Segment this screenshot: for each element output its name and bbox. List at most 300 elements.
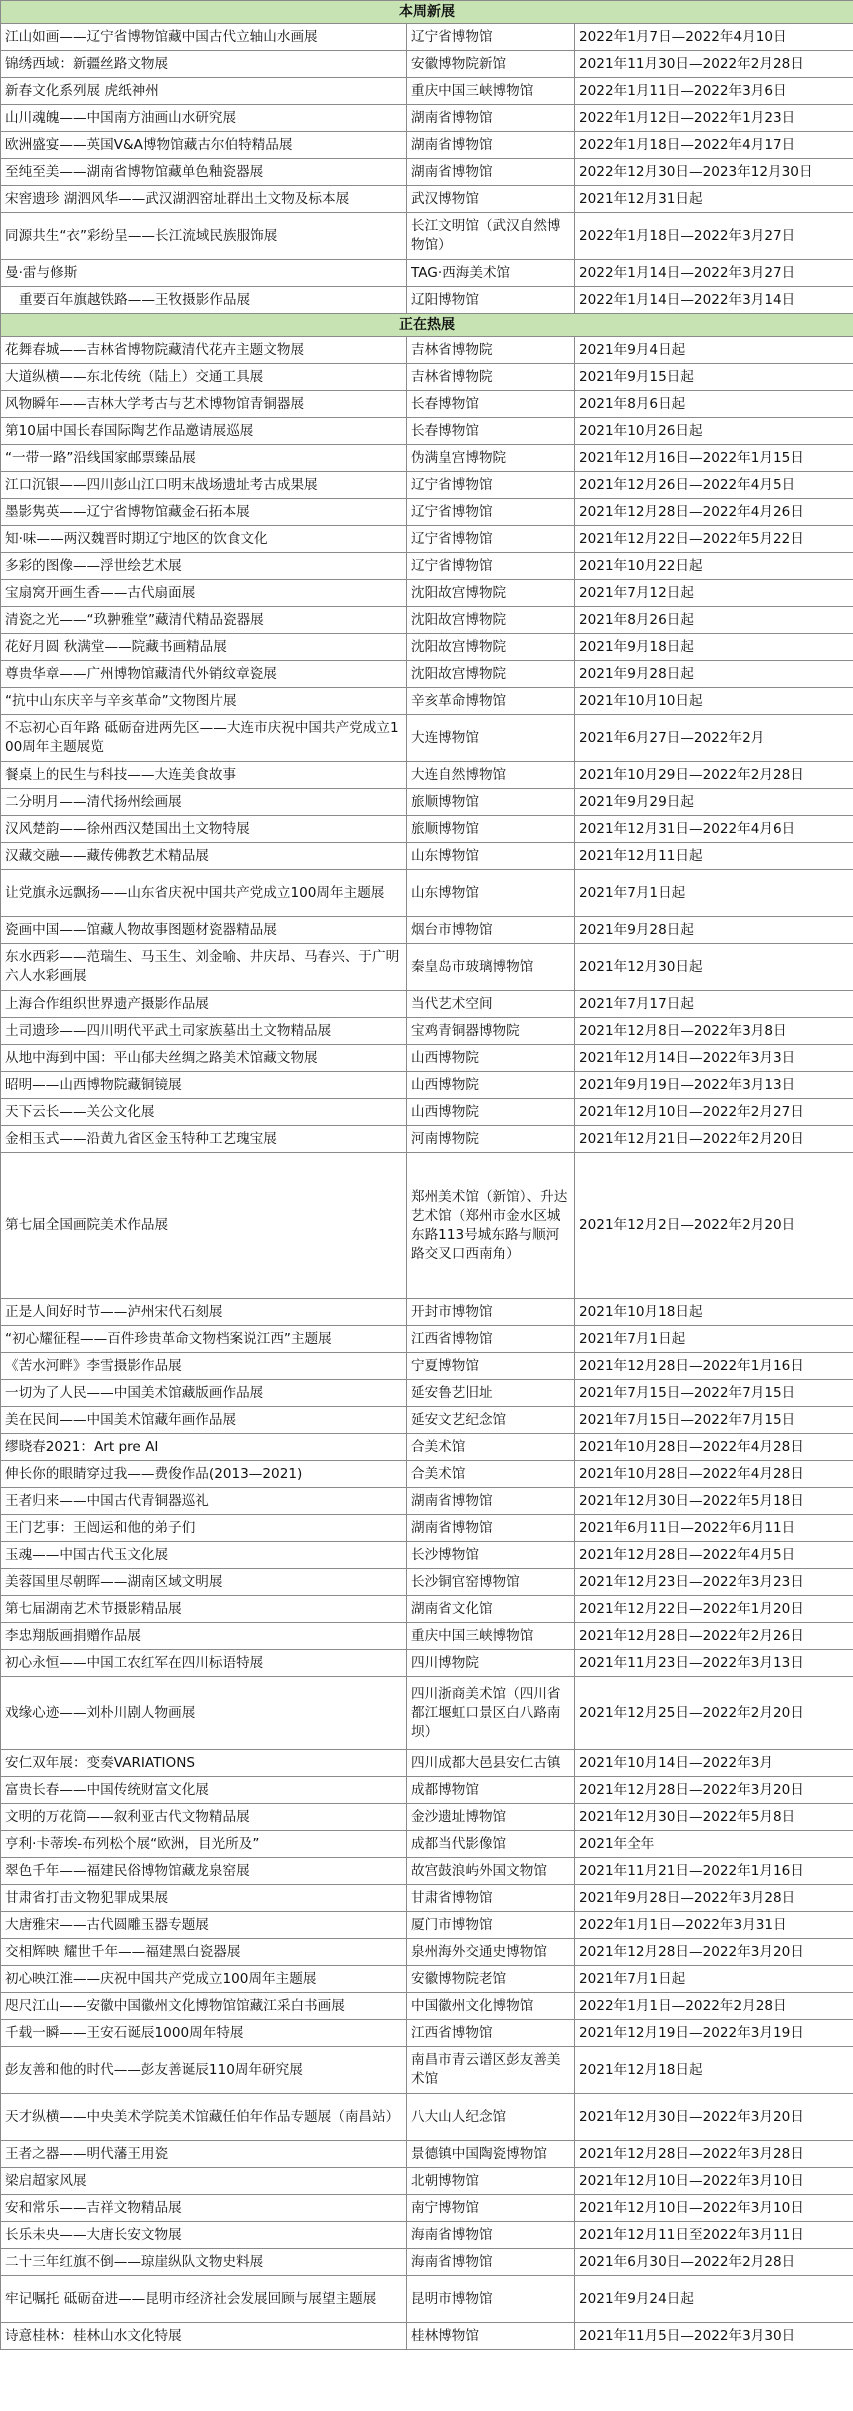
venue-cell: 延安鲁艺旧址: [407, 1380, 575, 1407]
venue-cell: 金沙遗址博物馆: [407, 1804, 575, 1831]
venue-cell: 甘肃省博物馆: [407, 1885, 575, 1912]
table-row: [1, 688, 853, 715]
venue-cell: 辽宁省博物馆: [407, 24, 575, 51]
date-cell: 2021年7月1日起: [575, 1966, 853, 1993]
venue-cell: 海南省博物馆: [407, 2249, 575, 2276]
exhibition-name-cell: 《苦水河畔》李雪摄影作品展: [1, 1353, 407, 1380]
venue-cell: 四川成都大邑县安仁古镇: [407, 1750, 575, 1777]
exhibition-name-cell: 多彩的图像——浮世绘艺术展: [1, 553, 407, 580]
table-row: [1, 991, 853, 1018]
date-cell: 2022年1月18日—2022年4月17日: [575, 132, 853, 159]
date-cell: 2021年12月28日—2022年1月16日: [575, 1353, 853, 1380]
venue-cell: 四川浙商美术馆（四川省都江堰虹口景区白八路南坝）: [407, 1677, 575, 1750]
table-row: [1, 1542, 853, 1569]
table-row: [1, 843, 853, 870]
table-row: [1, 1750, 853, 1777]
venue-cell: 吉林省博物院: [407, 364, 575, 391]
venue-cell: 江西省博物馆: [407, 2020, 575, 2047]
venue-cell: 故宫鼓浪屿外国文物馆: [407, 1858, 575, 1885]
date-cell: 2021年12月23日—2022年3月23日: [575, 1569, 853, 1596]
venue-cell: 湖南省博物馆: [407, 132, 575, 159]
venue-cell: 江西省博物馆: [407, 1326, 575, 1353]
venue-cell: 山西博物院: [407, 1045, 575, 1072]
table-row: [1, 2020, 853, 2047]
exhibition-name-cell: 让党旗永远飘扬——山东省庆祝中国共产党成立100周年主题展: [1, 870, 407, 917]
venue-cell: 旅顺博物馆: [407, 789, 575, 816]
table-row: [1, 1072, 853, 1099]
exhibition-name-cell: 江口沉银——四川彭山江口明末战场遗址考古成果展: [1, 472, 407, 499]
date-cell: 2021年12月30日—2022年5月8日: [575, 1804, 853, 1831]
exhibition-name-cell: 王门艺事：王闿运和他的弟子们: [1, 1515, 407, 1542]
exhibition-name-cell: 天下云长——关公文化展: [1, 1099, 407, 1126]
venue-cell: 长沙铜官窑博物馆: [407, 1569, 575, 1596]
exhibition-name-cell: 从地中海到中国：平山郁夫丝绸之路美术馆藏文物展: [1, 1045, 407, 1072]
venue-cell: 当代艺术空间: [407, 991, 575, 1018]
exhibition-name-cell: 至纯至美——湖南省博物馆藏单色釉瓷器展: [1, 159, 407, 186]
exhibition-name-cell: 甘肃省打击文物犯罪成果展: [1, 1885, 407, 1912]
date-cell: 2021年9月28日起: [575, 661, 853, 688]
exhibition-name-cell: 汉风楚韵——徐州西汉楚国出土文物特展: [1, 816, 407, 843]
table-row: [1, 78, 853, 105]
date-cell: 2022年1月1日—2022年3月31日: [575, 1912, 853, 1939]
venue-cell: 南昌市青云谱区彭友善美术馆: [407, 2047, 575, 2094]
exhibition-name-cell: 美蓉国里尽朝晖——湖南区域文明展: [1, 1569, 407, 1596]
date-cell: 2021年12月28日—2022年4月26日: [575, 499, 853, 526]
date-cell: 2021年10月29日—2022年2月28日: [575, 762, 853, 789]
exhibition-name-cell: 墨影隽英——辽宁省博物馆藏金石拓本展: [1, 499, 407, 526]
exhibition-name-cell: 曼·雷与修斯: [1, 260, 407, 287]
table-row: [1, 337, 853, 364]
table-row: [1, 1099, 853, 1126]
venue-cell: 开封市博物馆: [407, 1299, 575, 1326]
venue-cell: 重庆中国三峡博物馆: [407, 1623, 575, 1650]
exhibition-name-cell: 第七届全国画院美术作品展: [1, 1153, 407, 1299]
table-row: [1, 1461, 853, 1488]
exhibition-name-cell: 山川魂魄——中国南方油画山水研究展: [1, 105, 407, 132]
date-cell: 2021年9月29日起: [575, 789, 853, 816]
venue-cell: 伪满皇宫博物院: [407, 445, 575, 472]
date-cell: 2021年7月15日—2022年7月15日: [575, 1407, 853, 1434]
date-cell: 2021年6月30日—2022年2月28日: [575, 2249, 853, 2276]
table-row: [1, 213, 853, 260]
venue-cell: 河南博物院: [407, 1126, 575, 1153]
table-row: [1, 1650, 853, 1677]
exhibition-name-cell: 王者归来——中国古代青铜器巡礼: [1, 1488, 407, 1515]
table-row: [1, 1299, 853, 1326]
date-cell: 2021年6月27日—2022年2月: [575, 715, 853, 762]
venue-cell: 湖南省博物馆: [407, 1515, 575, 1542]
table-row: [1, 789, 853, 816]
table-row: [1, 661, 853, 688]
table-row: [1, 1353, 853, 1380]
exhibition-name-cell: 牢记嘱托 砥砺奋进——昆明市经济社会发展回顾与展望主题展: [1, 2276, 407, 2323]
exhibition-name-cell: 交相辉映 耀世千年——福建黑白瓷器展: [1, 1939, 407, 1966]
table-row: [1, 2047, 853, 2094]
date-cell: 2021年12月30日起: [575, 944, 853, 991]
date-cell: 2021年12月25日—2022年2月20日: [575, 1677, 853, 1750]
date-cell: 2021年12月10日—2022年2月27日: [575, 1099, 853, 1126]
venue-cell: 长沙博物馆: [407, 1542, 575, 1569]
venue-cell: 山东博物馆: [407, 843, 575, 870]
table-row: [1, 1434, 853, 1461]
date-cell: 2021年11月23日—2022年3月13日: [575, 1650, 853, 1677]
table-row: [1, 1153, 853, 1299]
exhibition-name-cell: 宝扇窝开画生香——古代扇面展: [1, 580, 407, 607]
venue-cell: 辛亥革命博物馆: [407, 688, 575, 715]
table-row: [1, 1939, 853, 1966]
exhibition-name-cell: 花舞春城——吉林省博物院藏清代花卉主题文物展: [1, 337, 407, 364]
venue-cell: 辽阳博物馆: [407, 287, 575, 314]
date-cell: 2021年12月11日至2022年3月11日: [575, 2222, 853, 2249]
exhibition-name-cell: 伸长你的眼睛穿过我——费俊作品(2013—2021): [1, 1461, 407, 1488]
exhibition-name-cell: 缪晓春2021：Art pre AI: [1, 1434, 407, 1461]
table-row: [1, 260, 853, 287]
venue-cell: 安徽博物院新馆: [407, 51, 575, 78]
date-cell: 2022年1月7日—2022年4月10日: [575, 24, 853, 51]
exhibition-name-cell: 同源共生“衣”彩纷呈——长江流域民族服饰展: [1, 213, 407, 260]
exhibition-name-cell: 风物瞬年——吉林大学考古与艺术博物馆青铜器展: [1, 391, 407, 418]
venue-cell: 辽宁省博物馆: [407, 499, 575, 526]
venue-cell: 厦门市博物馆: [407, 1912, 575, 1939]
table-row: [1, 1515, 853, 1542]
table-row: [1, 762, 853, 789]
date-cell: 2021年12月2日—2022年2月20日: [575, 1153, 853, 1299]
venue-cell: 郑州美术馆（新馆）、升达艺术馆（郑州市金水区城东路113号城东路与顺河路交叉口西南角）: [407, 1153, 575, 1299]
venue-cell: 成都博物馆: [407, 1777, 575, 1804]
date-cell: 2021年12月30日—2022年3月20日: [575, 2094, 853, 2141]
venue-cell: 沈阳故宫博物院: [407, 634, 575, 661]
venue-cell: 武汉博物馆: [407, 186, 575, 213]
date-cell: 2021年10月10日起: [575, 688, 853, 715]
table-row: [1, 553, 853, 580]
venue-cell: 合美术馆: [407, 1461, 575, 1488]
date-cell: 2021年12月28日—2022年3月28日: [575, 2141, 853, 2168]
venue-cell: 吉林省博物院: [407, 337, 575, 364]
table-row: [1, 1569, 853, 1596]
venue-cell: 桂林博物馆: [407, 2323, 575, 2350]
date-cell: 2022年1月12日—2022年1月23日: [575, 105, 853, 132]
section-header-row: [1, 314, 853, 337]
exhibition-name-cell: 东水西彩——范瑞生、马玉生、刘金喻、井庆昂、马春兴、于广明六人水彩画展: [1, 944, 407, 991]
date-cell: 2021年9月4日起: [575, 337, 853, 364]
date-cell: 2021年10月22日起: [575, 553, 853, 580]
table-row: [1, 445, 853, 472]
exhibition-name-cell: 安仁双年展：变奏VARIATIONS: [1, 1750, 407, 1777]
date-cell: 2021年9月18日起: [575, 634, 853, 661]
exhibition-name-cell: 梁启超家风展: [1, 2168, 407, 2195]
date-cell: 2022年12月30日—2023年12月30日: [575, 159, 853, 186]
venue-cell: 延安文艺纪念馆: [407, 1407, 575, 1434]
table-row: [1, 1596, 853, 1623]
table-row: [1, 1858, 853, 1885]
exhibition-name-cell: 不忘初心百年路 砥砺奋进两先区——大连市庆祝中国共产党成立100周年主题展览: [1, 715, 407, 762]
date-cell: 2021年12月18日起: [575, 2047, 853, 2094]
venue-cell: 辽宁省博物馆: [407, 526, 575, 553]
date-cell: 2021年9月15日起: [575, 364, 853, 391]
exhibition-name-cell: 第10届中国长春国际陶艺作品邀请展巡展: [1, 418, 407, 445]
table-row: [1, 418, 853, 445]
exhibition-name-cell: 咫尺江山——安徽中国徽州文化博物馆馆藏江采白书画展: [1, 1993, 407, 2020]
venue-cell: 合美术馆: [407, 1434, 575, 1461]
date-cell: 2021年7月12日起: [575, 580, 853, 607]
table-row: [1, 944, 853, 991]
date-cell: 2021年12月31日—2022年4月6日: [575, 816, 853, 843]
table-row: [1, 159, 853, 186]
table-row: [1, 1407, 853, 1434]
table-row: [1, 391, 853, 418]
venue-cell: 宝鸡青铜器博物院: [407, 1018, 575, 1045]
section-title: 正在热展: [1, 314, 853, 337]
date-cell: 2021年12月22日—2022年1月20日: [575, 1596, 853, 1623]
venue-cell: 辽宁省博物馆: [407, 472, 575, 499]
table-row: [1, 1326, 853, 1353]
table-row: [1, 1831, 853, 1858]
exhibition-name-cell: “一带一路”沿线国家邮票臻品展: [1, 445, 407, 472]
date-cell: 2021年7月17日起: [575, 991, 853, 1018]
venue-cell: 泉州海外交通史博物馆: [407, 1939, 575, 1966]
table-row: [1, 2094, 853, 2141]
table-row: [1, 499, 853, 526]
date-cell: 2021年6月11日—2022年6月11日: [575, 1515, 853, 1542]
table-row: [1, 607, 853, 634]
table-row: [1, 1126, 853, 1153]
venue-cell: 湖南省博物馆: [407, 159, 575, 186]
table-row: [1, 1018, 853, 1045]
exhibition-name-cell: 清瓷之光——“玖翀雅堂”藏清代精品瓷器展: [1, 607, 407, 634]
exhibition-name-cell: 李忠翔版画捐赠作品展: [1, 1623, 407, 1650]
venue-cell: 湖南省文化馆: [407, 1596, 575, 1623]
date-cell: 2021年12月28日—2022年3月20日: [575, 1939, 853, 1966]
date-cell: 2021年7月1日起: [575, 1326, 853, 1353]
date-cell: 2021年7月1日起: [575, 870, 853, 917]
table-row: [1, 364, 853, 391]
venue-cell: 长春博物馆: [407, 418, 575, 445]
venue-cell: 安徽博物院老馆: [407, 1966, 575, 1993]
table-row: [1, 870, 853, 917]
date-cell: 2021年全年: [575, 1831, 853, 1858]
venue-cell: 中国徽州文化博物馆: [407, 1993, 575, 2020]
exhibition-name-cell: 安和常乐——吉祥文物精品展: [1, 2195, 407, 2222]
venue-cell: 湖南省博物馆: [407, 1488, 575, 1515]
section-title: 本周新展: [1, 1, 853, 24]
date-cell: 2021年12月8日—2022年3月8日: [575, 1018, 853, 1045]
exhibition-name-cell: 尊贵华章——广州博物馆藏清代外销纹章瓷展: [1, 661, 407, 688]
venue-cell: 四川博物院: [407, 1650, 575, 1677]
venue-cell: 辽宁省博物馆: [407, 553, 575, 580]
table-row: [1, 816, 853, 843]
table-row: [1, 2276, 853, 2323]
venue-cell: 宁夏博物馆: [407, 1353, 575, 1380]
exhibition-name-cell: 上海合作组织世界遗产摄影作品展: [1, 991, 407, 1018]
date-cell: 2021年12月28日—2022年4月5日: [575, 1542, 853, 1569]
table-row: [1, 1777, 853, 1804]
table-row: [1, 580, 853, 607]
exhibition-name-cell: 玉魂——中国古代玉文化展: [1, 1542, 407, 1569]
table-row: [1, 1623, 853, 1650]
date-cell: 2021年12月28日—2022年2月26日: [575, 1623, 853, 1650]
table-row: [1, 1885, 853, 1912]
exhibition-name-cell: 美在民间——中国美术馆藏年画作品展: [1, 1407, 407, 1434]
date-cell: 2021年12月10日—2022年3月10日: [575, 2195, 853, 2222]
venue-cell: 南宁博物馆: [407, 2195, 575, 2222]
exhibition-name-cell: 欧洲盛宴——英国V&A博物馆藏古尔伯特精品展: [1, 132, 407, 159]
exhibition-name-cell: 餐桌上的民生与科技——大连美食故事: [1, 762, 407, 789]
venue-cell: 长江文明馆（武汉自然博物馆）: [407, 213, 575, 260]
venue-cell: 湖南省博物馆: [407, 105, 575, 132]
exhibition-name-cell: 花好月圆 秋满堂——院藏书画精品展: [1, 634, 407, 661]
table-row: [1, 472, 853, 499]
table-row: [1, 105, 853, 132]
table-row: [1, 2141, 853, 2168]
exhibition-name-cell: 天才纵横——中央美术学院美术馆藏任伯年作品专题展（南昌站）: [1, 2094, 407, 2141]
exhibition-name-cell: 重要百年旗越铁路——王牧摄影作品展: [1, 287, 407, 314]
date-cell: 2021年12月26日—2022年4月5日: [575, 472, 853, 499]
exhibition-name-cell: 初心永恒——中国工农红军在四川标语特展: [1, 1650, 407, 1677]
date-cell: 2021年12月28日—2022年3月20日: [575, 1777, 853, 1804]
exhibition-name-cell: 瓷画中国——馆藏人物故事图题材瓷器精品展: [1, 917, 407, 944]
table-row: [1, 1380, 853, 1407]
table-row: [1, 2249, 853, 2276]
table-row: [1, 24, 853, 51]
exhibition-name-cell: 锦绣西域：新疆丝路文物展: [1, 51, 407, 78]
venue-cell: 昆明市博物馆: [407, 2276, 575, 2323]
exhibition-name-cell: 诗意桂林：桂林山水文化特展: [1, 2323, 407, 2350]
venue-cell: 八大山人纪念馆: [407, 2094, 575, 2141]
venue-cell: 沈阳故宫博物院: [407, 580, 575, 607]
venue-cell: 秦皇岛市玻璃博物馆: [407, 944, 575, 991]
date-cell: 2021年10月26日起: [575, 418, 853, 445]
table-row: [1, 2323, 853, 2350]
table-row: [1, 917, 853, 944]
exhibition-name-cell: 第七届湖南艺术节摄影精品展: [1, 1596, 407, 1623]
table-row: [1, 1804, 853, 1831]
table-row: [1, 1912, 853, 1939]
venue-cell: 景德镇中国陶瓷博物馆: [407, 2141, 575, 2168]
date-cell: 2021年10月28日—2022年4月28日: [575, 1461, 853, 1488]
date-cell: 2021年11月21日—2022年1月16日: [575, 1858, 853, 1885]
exhibition-name-cell: 昭明——山西博物院藏铜镜展: [1, 1072, 407, 1099]
exhibition-name-cell: 金相玉式——沿黄九省区金玉特种工艺瑰宝展: [1, 1126, 407, 1153]
exhibition-name-cell: 大道纵横——东北传统（陆上）交通工具展: [1, 364, 407, 391]
exhibition-name-cell: 江山如画——辽宁省博物馆藏中国古代立轴山水画展: [1, 24, 407, 51]
exhibition-name-cell: 彭友善和他的时代——彭友善诞辰110周年研究展: [1, 2047, 407, 2094]
date-cell: 2021年11月5日—2022年3月30日: [575, 2323, 853, 2350]
date-cell: 2022年1月11日—2022年3月6日: [575, 78, 853, 105]
exhibition-name-cell: 知·味——两汉魏晋时期辽宁地区的饮食文化: [1, 526, 407, 553]
exhibition-name-cell: 正是人间好时节——泸州宋代石刻展: [1, 1299, 407, 1326]
table-row: [1, 1677, 853, 1750]
date-cell: 2021年12月10日—2022年3月10日: [575, 2168, 853, 2195]
exhibition-name-cell: “抗中山东庆辛与辛亥革命”文物图片展: [1, 688, 407, 715]
exhibition-name-cell: 初心映江淮——庆祝中国共产党成立100周年主题展: [1, 1966, 407, 1993]
table-row: [1, 132, 853, 159]
table-row: [1, 634, 853, 661]
table-row: [1, 1488, 853, 1515]
venue-cell: TAG·西海美术馆: [407, 260, 575, 287]
date-cell: 2022年1月18日—2022年3月27日: [575, 213, 853, 260]
exhibition-name-cell: 汉藏交融——藏传佛教艺术精品展: [1, 843, 407, 870]
exhibition-name-cell: 新春文化系列展 虎纸神州: [1, 78, 407, 105]
table-row: [1, 287, 853, 314]
date-cell: 2022年1月14日—2022年3月14日: [575, 287, 853, 314]
table-row: [1, 526, 853, 553]
date-cell: 2021年12月21日—2022年2月20日: [575, 1126, 853, 1153]
date-cell: 2021年12月30日—2022年5月18日: [575, 1488, 853, 1515]
venue-cell: 北朝博物馆: [407, 2168, 575, 2195]
venue-cell: 大连自然博物馆: [407, 762, 575, 789]
exhibition-name-cell: 王者之器——明代藩王用瓷: [1, 2141, 407, 2168]
date-cell: 2021年12月11日起: [575, 843, 853, 870]
exhibition-name-cell: 长乐未央——大唐长安文物展: [1, 2222, 407, 2249]
date-cell: 2021年10月18日起: [575, 1299, 853, 1326]
table-row: [1, 1966, 853, 1993]
date-cell: 2021年10月28日—2022年4月28日: [575, 1434, 853, 1461]
venue-cell: 沈阳故宫博物院: [407, 607, 575, 634]
date-cell: 2021年9月28日起: [575, 917, 853, 944]
date-cell: 2021年11月30日—2022年2月28日: [575, 51, 853, 78]
exhibition-name-cell: 富贵长春——中国传统财富文化展: [1, 1777, 407, 1804]
date-cell: 2021年9月24日起: [575, 2276, 853, 2323]
date-cell: 2022年1月14日—2022年3月27日: [575, 260, 853, 287]
venue-cell: 重庆中国三峡博物馆: [407, 78, 575, 105]
exhibition-name-cell: 千载一瞬——王安石诞辰1000周年特展: [1, 2020, 407, 2047]
venue-cell: 山东博物馆: [407, 870, 575, 917]
table-row: [1, 2222, 853, 2249]
exhibition-name-cell: 二十三年红旗不倒——琼崖纵队文物史料展: [1, 2249, 407, 2276]
exhibition-table-body: [1, 1, 853, 2350]
exhibition-name-cell: 大唐雅宋——古代圆雕玉器专题展: [1, 1912, 407, 1939]
venue-cell: 旅顺博物馆: [407, 816, 575, 843]
date-cell: 2022年1月1日—2022年2月28日: [575, 1993, 853, 2020]
table-row: [1, 1993, 853, 2020]
venue-cell: 山西博物院: [407, 1072, 575, 1099]
date-cell: 2021年10月14日—2022年3月: [575, 1750, 853, 1777]
exhibition-name-cell: 亨利·卡蒂埃-布列松个展“欧洲，目光所及”: [1, 1831, 407, 1858]
exhibition-name-cell: 二分明月——清代扬州绘画展: [1, 789, 407, 816]
section-header-row: [1, 1, 853, 24]
venue-cell: 烟台市博物馆: [407, 917, 575, 944]
date-cell: 2021年12月19日—2022年3月19日: [575, 2020, 853, 2047]
exhibition-name-cell: 土司遗珍——四川明代平武土司家族墓出土文物精品展: [1, 1018, 407, 1045]
venue-cell: 大连博物馆: [407, 715, 575, 762]
date-cell: 2021年12月31日起: [575, 186, 853, 213]
table-row: [1, 2195, 853, 2222]
venue-cell: 海南省博物馆: [407, 2222, 575, 2249]
venue-cell: 成都当代影像馆: [407, 1831, 575, 1858]
venue-cell: 长春博物馆: [407, 391, 575, 418]
date-cell: 2021年9月19日—2022年3月13日: [575, 1072, 853, 1099]
exhibition-name-cell: 戏缘心迹——刘朴川剧人物画展: [1, 1677, 407, 1750]
table-row: [1, 715, 853, 762]
date-cell: 2021年8月6日起: [575, 391, 853, 418]
exhibition-name-cell: “初心耀征程——百件珍贵革命文物档案说江西”主题展: [1, 1326, 407, 1353]
date-cell: 2021年9月28日—2022年3月28日: [575, 1885, 853, 1912]
table-row: [1, 51, 853, 78]
exhibition-name-cell: 翠色千年——福建民俗博物馆藏龙泉窑展: [1, 1858, 407, 1885]
date-cell: 2021年12月16日—2022年1月15日: [575, 445, 853, 472]
table-row: [1, 1045, 853, 1072]
date-cell: 2021年7月15日—2022年7月15日: [575, 1380, 853, 1407]
table-row: [1, 2168, 853, 2195]
exhibition-name-cell: 文明的万花筒——叙利亚古代文物精品展: [1, 1804, 407, 1831]
venue-cell: 沈阳故宫博物院: [407, 661, 575, 688]
table-row: [1, 186, 853, 213]
date-cell: 2021年12月22日—2022年5月22日: [575, 526, 853, 553]
date-cell: 2021年8月26日起: [575, 607, 853, 634]
venue-cell: 山西博物院: [407, 1099, 575, 1126]
date-cell: 2021年12月14日—2022年3月3日: [575, 1045, 853, 1072]
exhibition-name-cell: 一切为了人民——中国美术馆藏版画作品展: [1, 1380, 407, 1407]
